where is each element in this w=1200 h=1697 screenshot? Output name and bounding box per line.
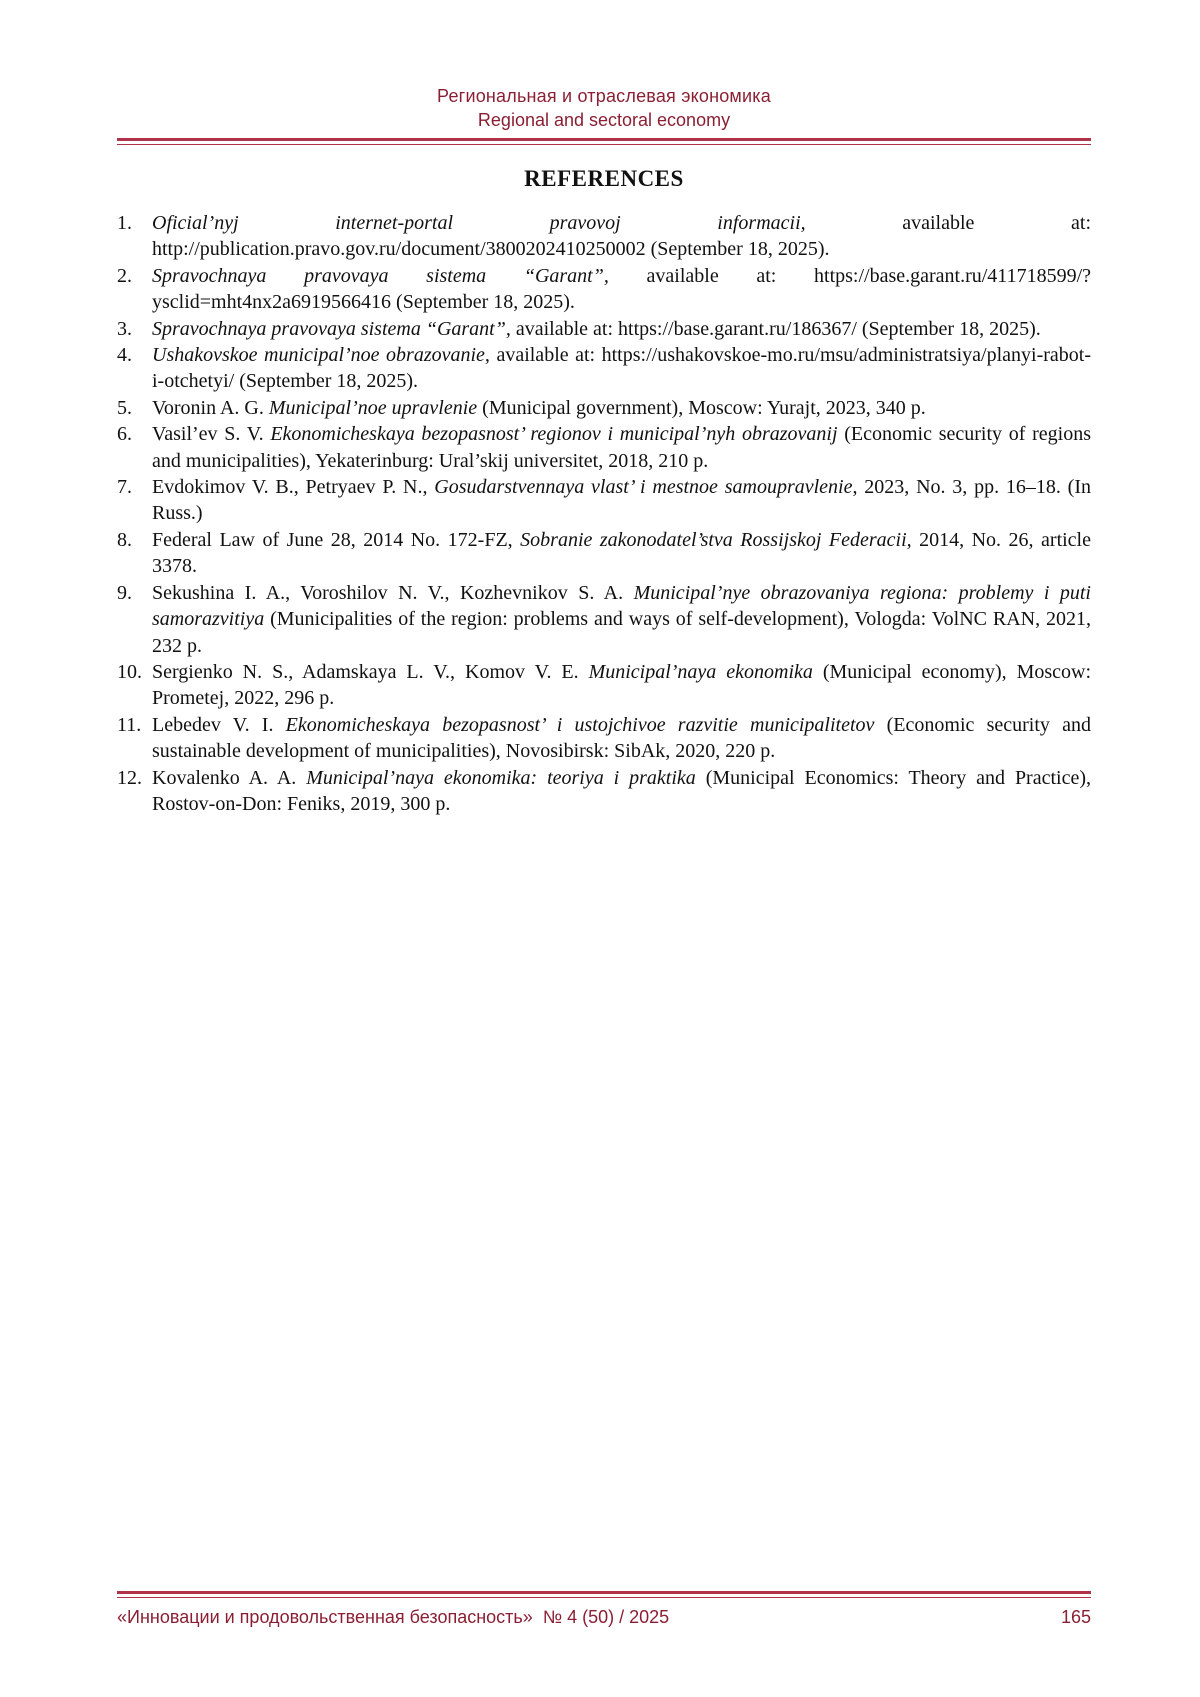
reference-details: available at: http://publication.pravo.gov.ru/document/3800202410250002 (September 18, 2025). [152,212,1092,261]
reference-item [117,712,1091,765]
reference-title: Ekonomicheskaya bezopasnost’ i ustojchivoe razvitie municipalitetov [285,713,875,736]
reference-details: , 2023, No. 3, pp. 16–18. (In Russ.) [152,476,1092,525]
reference-details: 2014, No. 26, article 3378. [152,528,1091,578]
reference-details: (Economic security and sustainable development of municipalities), Novosibirsk: SibAk, 2020, 220 p. [152,713,1092,763]
reference-title: Municipal’naya ekonomika [588,660,813,683]
header-title-ru: Региональная и отраслевая экономика [437,86,771,106]
reference-authors: Vasil’ev S. V. [152,423,271,446]
reference-number: 7. [117,476,132,499]
reference-title: Sobranie zakonodatel’stva Rossijskoj Federacii, [520,528,912,551]
reference-number: 1. [117,212,132,234]
reference-list [117,210,1091,817]
reference-item [117,527,1091,580]
reference-authors: Federal Law of June 28, 2014 No. 172-FZ, [152,528,521,551]
reference-item [117,316,1091,342]
reference-number: 12. [117,766,142,789]
reference-title: Municipal’nye obrazovaniya regiona: problemy i puti samorazvitiya [152,581,1091,631]
reference-details: (Municipal economy), Moscow: Prometej, 2022, 296 p. [152,660,1092,710]
reference-item [117,421,1091,474]
reference-item [117,765,1091,818]
reference-item [117,263,1091,316]
reference-number: 3. [117,317,132,340]
reference-number: 4. [117,344,132,367]
reference-title: Spravochnaya pravovaya sistema “Garant”, [152,264,609,287]
reference-details: (Municipal Economics: Theory and Practice), Rostov-on-Don: Feniks, 2019, 300 p. [152,766,1092,815]
reference-authors: Lebedev V. I. [152,713,286,736]
reference-authors: Voronin A. G. [152,396,269,419]
reference-item [117,342,1091,395]
reference-title: Municipal’noe upravlenie [268,396,478,419]
footer-rule-thin [117,1597,1091,1598]
reference-authors: Sergienko N. S., Adamskaya L. V., Komov V. E. [152,660,589,683]
reference-details: available at: https://base.garant.ru/411718599/?ysclid=mht4nx2a6919566416 (September 18, 2025). [152,264,1092,314]
reference-details: (Economic security of regions and municipalities), Yekaterinburg: Ural’skij universitet, 2018, 210 p. [152,423,1091,472]
section-title: REFERENCES [524,166,684,191]
reference-authors: Sekushina I. A., Voroshilov N. V., Kozhevnikov S. A. [152,581,634,604]
reference-item [117,210,1091,263]
reference-title: Gosudarstvennaya vlast’ i mestnoe samoupravlenie [434,476,853,499]
reference-number: 9. [117,581,132,604]
reference-details: (Municipal government), Moscow: Yurajt, 2023, 340 p. [477,396,926,419]
running-header [117,84,1091,132]
footer-rule-thick [117,1591,1091,1594]
reference-authors: Kovalenko A. A. [152,766,307,789]
reference-details: (Municipalities of the region: problems and ways of self-development), Vologda: VolNC RAN, 2021, 232 p. [152,608,1091,657]
reference-details: available at: https://base.garant.ru/186367/ (September 18, 2025). [510,317,1041,340]
reference-number: 10. [117,660,142,683]
reference-number: 5. [117,396,132,419]
reference-title: Oficial’nyj internet-portal pravovoj informacii, [152,212,806,234]
running-footer [117,1607,1091,1628]
header-rule-thick [117,138,1091,141]
reference-title: Ushakovskoe municipal’noe obrazovanie, [152,344,490,367]
reference-details: available at: https://ushakovskoe-mo.ru/msu/administratsiya/planyi-rabot-i-otchetyi/ (September 18, 2025). [152,344,1091,393]
reference-title: Ekonomicheskaya bezopasnost’ regionov i municipal’nyh obrazovanij [270,423,838,446]
reference-item [117,395,1091,421]
reference-title: Municipal’naya ekonomika: teoriya i praktika [306,766,696,789]
page-number: 165 [1060,1607,1091,1627]
footer-journal: «Инновации и продовольственная безопасность» № 4 (50) / 2025 [117,1607,670,1627]
reference-item [117,580,1091,659]
reference-item [117,659,1091,712]
reference-number: 2. [117,264,132,287]
reference-number: 8. [117,528,132,551]
reference-number: 11. [117,713,142,736]
reference-item [117,474,1091,527]
reference-authors: Evdokimov V. B., Petryaev P. N., [152,476,435,499]
header-title-en: Regional and sectoral economy [477,110,731,130]
reference-number: 6. [117,423,132,446]
header-rule-thin [117,144,1091,145]
reference-title: Spravochnaya pravovaya sistema “Garant”, [152,317,511,340]
